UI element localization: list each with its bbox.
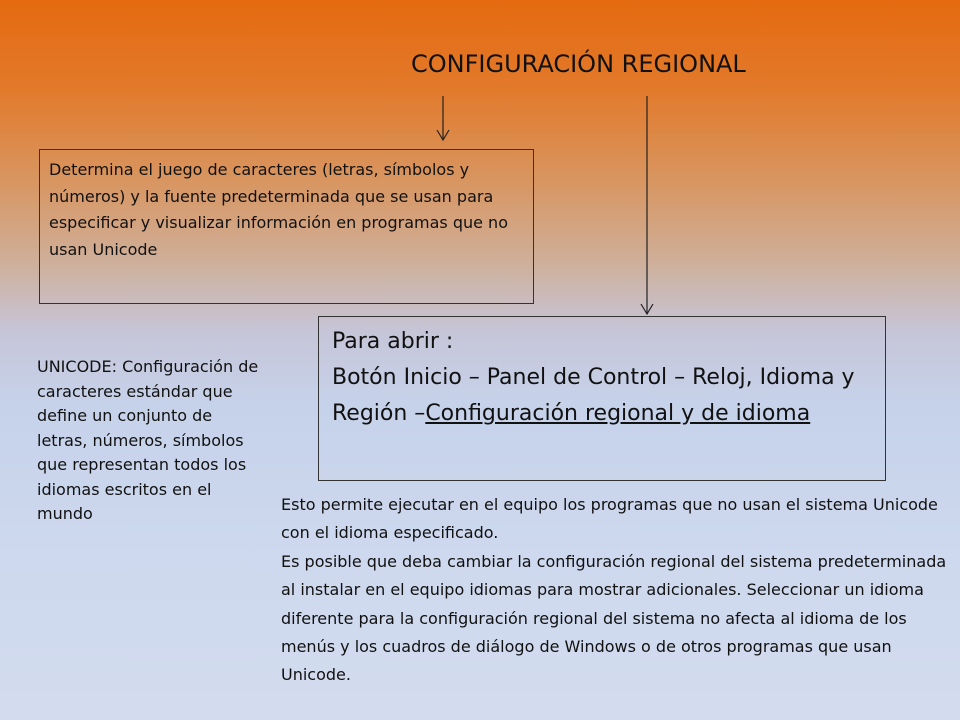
description-text: Determina el juego de caracteres (letras, símbolos y números) y la fuente predeterminada que se usan para especificar y visualizar información en programas que no usan Unicode xyxy=(49,160,508,259)
slide-title: CONFIGURACIÓN REGIONAL xyxy=(411,50,746,78)
explanation-paragraph-1: Esto permite ejecutar en el equipo los programas que no usan el sistema Unicode con el idioma especificado. xyxy=(281,495,938,543)
open-path-link: Configuración regional y de idioma xyxy=(425,401,811,426)
description-box xyxy=(39,149,534,304)
open-path xyxy=(332,360,872,432)
open-path-text: Botón Inicio – Panel de Control – Reloj, Idioma y Región – xyxy=(332,365,855,426)
open-heading: Para abrir : xyxy=(332,329,454,354)
explanation xyxy=(281,491,951,690)
open-instructions-box xyxy=(318,316,886,481)
unicode-note: UNICODE: Configuración de caracteres estándar que define un conjunto de letras, números, símbolos que representan todos los idiomas escritos en el mundo xyxy=(37,357,259,523)
explanation-paragraph-2: Es posible que deba cambiar la configuración regional del sistema predeterminada al instalar en el equipo idiomas para mostrar adicionales. Seleccionar un idioma diferente para la configuración regional del sistema no afecta al idioma de los menús y los cuadros de diálogo de Windows o de otros programas que usan Unicode. xyxy=(281,551,947,685)
